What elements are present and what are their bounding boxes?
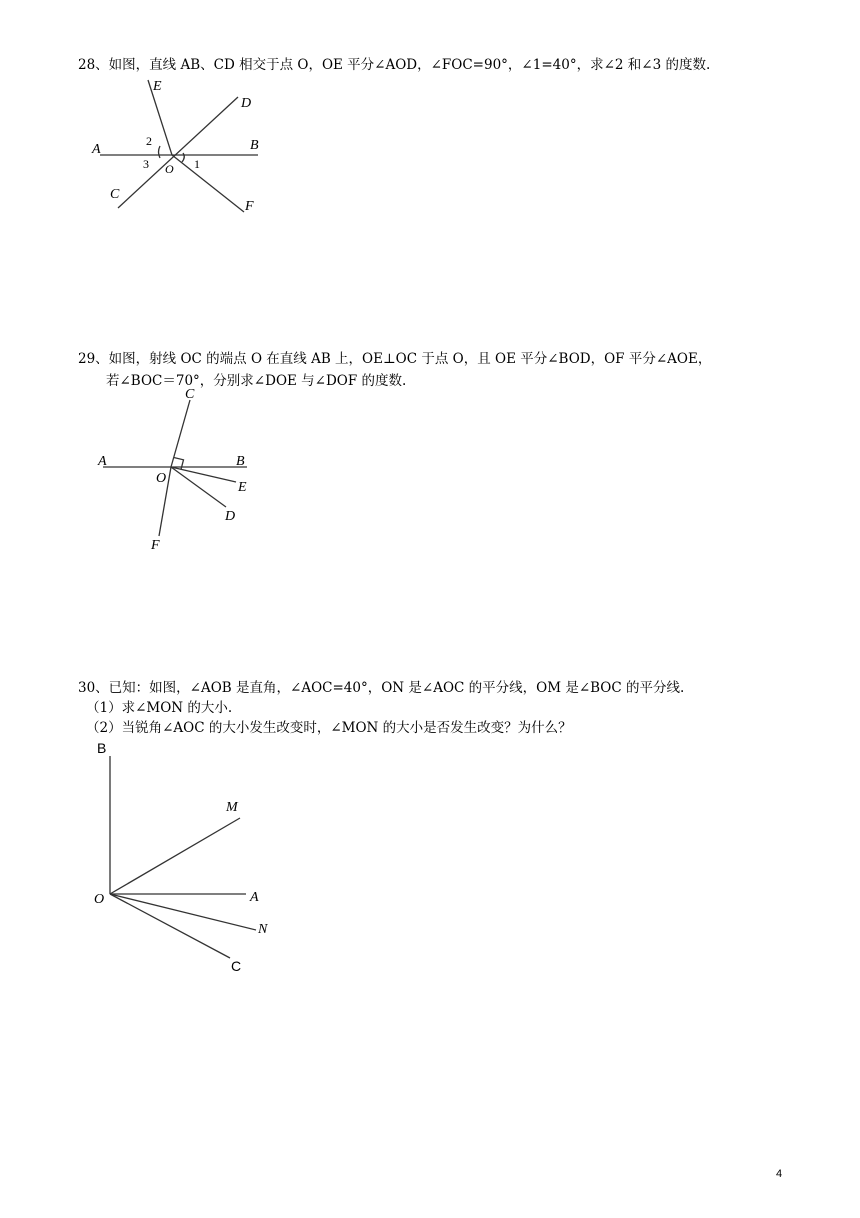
label-angle-2: 2 (146, 134, 152, 148)
label-o: O (156, 471, 167, 486)
label-o: O (165, 162, 174, 176)
label-a: A (98, 454, 107, 469)
ray-on (110, 894, 256, 930)
label-b: B (236, 454, 245, 469)
label-e: E (153, 79, 162, 94)
label-b: B (250, 138, 259, 153)
label-c: C (110, 187, 120, 202)
label-c: C (185, 387, 195, 402)
page-number: 4 (776, 1168, 783, 1180)
label-a: A (92, 142, 101, 157)
label-e: E (238, 480, 247, 495)
label-c: C (231, 958, 242, 974)
question-30-part-2: （2）当锐角∠AOC 的大小发生改变时，∠MON 的大小是否发生改变？为什么？ (86, 720, 572, 736)
question-29-text-line1: 29、如图，射线 OC 的端点 O 在直线 AB 上，OE⊥OC 于点 O，且 OE 平分∠BOD，OF 平分∠AOE， (78, 351, 712, 367)
label-d: D (241, 96, 252, 111)
question-29-text-line2: 若∠BOC＝70°，分别求∠DOE 与∠DOF 的度数. (106, 373, 407, 389)
label-f: F (151, 538, 160, 553)
label-o: O (94, 892, 105, 907)
ray-om (110, 818, 240, 894)
label-angle-1: 1 (194, 157, 200, 171)
label-d: D (225, 509, 236, 524)
question-30-part-1: （1）求∠MON 的大小. (86, 700, 233, 716)
question-30-text: 30、已知：如图，∠AOB 是直角，∠AOC=40°，ON 是∠AOC 的平分线，OM 是∠BOC 的平分线. (78, 680, 685, 696)
label-f: F (245, 199, 254, 214)
label-angle-3: 3 (143, 157, 149, 171)
question-28-text: 28、如图，直线 AB、CD 相交于点 O，OE 平分∠AOD，∠FOC=90°，∠1=40°，求∠2 和∠3 的度数. (78, 57, 711, 73)
label-a: A (250, 890, 259, 905)
label-m: M (226, 800, 238, 815)
label-b: B (97, 740, 107, 756)
label-n: N (258, 922, 268, 937)
ray-oc (110, 894, 230, 958)
